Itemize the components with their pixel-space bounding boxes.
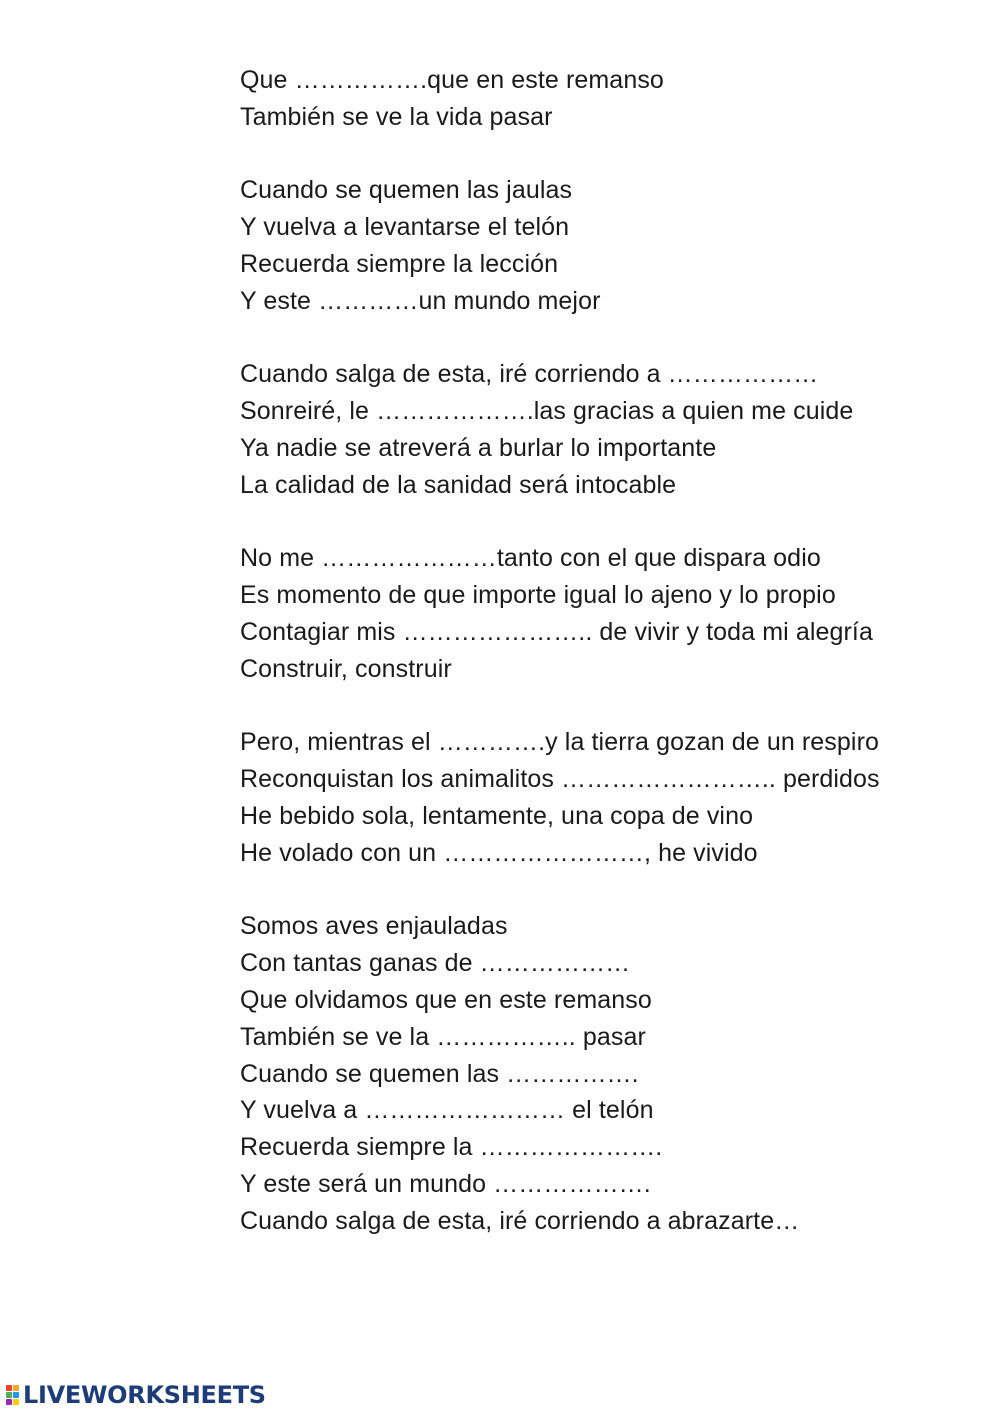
stanza-6 (240, 908, 960, 1239)
lyric-line: Que …………….que en este remanso (240, 66, 664, 94)
lyric-line: Cuando se quemen las ……………. (240, 1059, 639, 1088)
logo-square (13, 1385, 19, 1391)
logo-square (6, 1392, 12, 1398)
worksheet-page (240, 62, 960, 1276)
lyric-line: Y vuelva a levantarse el telón (240, 213, 570, 242)
lyric-line: Es momento de que importe igual lo ajeno y lo propio (240, 581, 836, 610)
lyric-line: Y este …………un mundo mejor (240, 286, 601, 315)
stanza-2 (240, 172, 960, 319)
lyric-line: Y este será un mundo ………………. (240, 1169, 651, 1198)
stanza-3 (240, 356, 960, 503)
lyric-line: Construir, construir (240, 654, 452, 683)
stanza-1 (240, 62, 960, 136)
lyric-line: Recuerda siempre la …………………. (240, 1133, 663, 1162)
stanza-5 (240, 724, 960, 871)
logo-square (6, 1399, 12, 1405)
lyric-line: Cuando salga de esta, iré corriendo a ……………… (240, 360, 819, 389)
lyric-line: Somos aves enjauladas (240, 912, 508, 941)
lyric-line: Y vuelva a …………………… el telón (240, 1096, 654, 1125)
lyric-line: Que olvidamos que en este remanso (240, 985, 652, 1014)
lyric-line: Reconquistan los animalitos …………………….. perdidos (240, 765, 880, 794)
lyric-line: Recuerda siempre la lección (240, 249, 559, 278)
brand-wordmark: LIVEWORKSHEETS (23, 1381, 266, 1409)
liveworksheets-logo-icon (6, 1385, 19, 1405)
stanza-4 (240, 540, 960, 687)
lyric-line: Cuando se quemen las jaulas (240, 176, 573, 205)
lyric-line: Sonreiré, le ……………….las gracias a quien me cuide (240, 397, 854, 426)
lyric-line: También se ve la …………….. pasar (240, 1022, 646, 1051)
logo-square (6, 1385, 12, 1391)
lyric-line: He volado con un ……………………, he vivido (240, 838, 758, 867)
lyric-line: También se ve la vida pasar (240, 102, 553, 131)
lyric-line: Cuando salga de esta, iré corriendo a abrazarte… (240, 1206, 800, 1235)
lyric-line: La calidad de la sanidad será intocable (240, 470, 677, 499)
lyric-line: Pero, mientras el ………….y la tierra gozan de un respiro (240, 728, 879, 757)
lyric-line: Con tantas ganas de ……………… (240, 949, 631, 978)
lyric-line: Ya nadie se atreverá a burlar lo importante (240, 433, 717, 462)
logo-square (13, 1399, 19, 1405)
logo-square (13, 1392, 19, 1398)
liveworksheets-brand[interactable] (6, 1381, 266, 1409)
lyric-line: No me …………………tanto con el que dispara odio (240, 544, 821, 573)
lyric-line: He bebido sola, lentamente, una copa de vino (240, 801, 754, 830)
lyric-line: Contagiar mis ………………….. de vivir y toda mi alegría (240, 617, 873, 646)
